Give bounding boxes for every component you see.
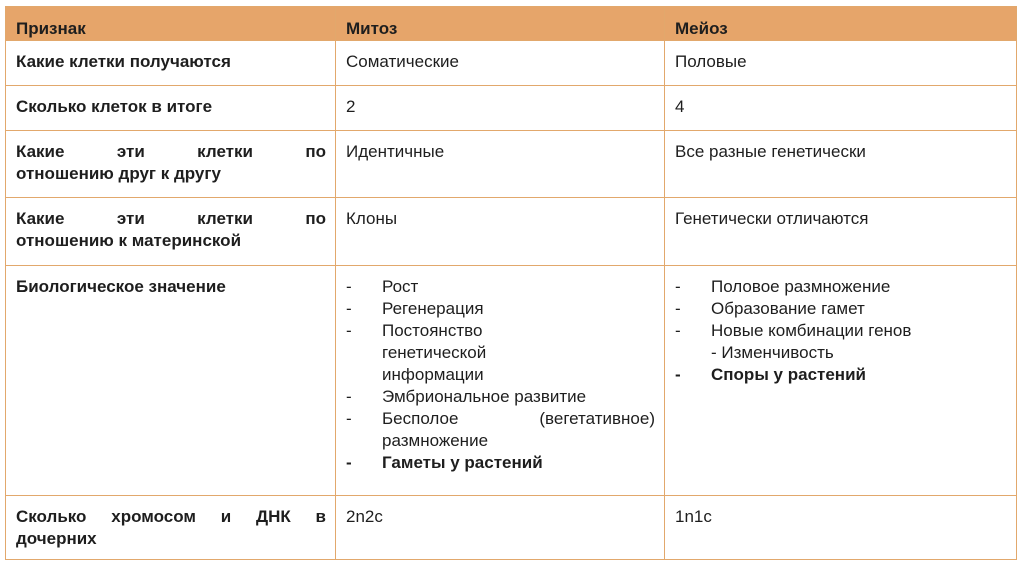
list-item: - Новые комбинации генов [675, 321, 912, 340]
list-item: - Половое размножение [675, 277, 891, 296]
list-item: - Регенерация [346, 299, 484, 318]
list-item: - Изменчивость [711, 343, 834, 362]
table-row [6, 266, 1017, 496]
mitosis-significance-list [346, 276, 655, 474]
meiosis-cell: Генетически отличаются [665, 198, 1017, 266]
list-item: - Гаметы у растений [346, 453, 543, 472]
meiosis-cell [665, 266, 1017, 496]
dash-mark: - [675, 299, 681, 318]
dash-mark: - [346, 409, 352, 428]
mitosis-cell [336, 266, 665, 496]
table-header-row [6, 7, 1017, 41]
sign-line: Сколько хромосом и ДНК в [16, 507, 326, 526]
table-row [6, 131, 1017, 198]
header-sign: Признак [6, 7, 336, 41]
list-item: - Эмбриональное развитие [346, 387, 587, 406]
table-row [6, 496, 1017, 560]
dash-mark: - [346, 277, 352, 296]
sign-cell [6, 496, 336, 560]
dash-mark: - [675, 321, 681, 340]
dash-mark: - [675, 365, 681, 384]
dash-mark: - [346, 321, 352, 340]
sign-line: Какие эти клетки по [16, 209, 326, 228]
mitosis-cell: 2 [336, 86, 665, 131]
sign-cell: Какие клетки получаются [6, 41, 336, 86]
mitosis-cell: Идентичные [336, 131, 665, 198]
meiosis-significance-list [675, 276, 1007, 386]
list-item: - Рост [346, 277, 419, 296]
sign-cell [6, 198, 336, 266]
table-row [6, 86, 1017, 131]
sign-line: отношению к материнской [16, 231, 242, 250]
dash-mark: - [346, 387, 352, 406]
sign-cell [6, 131, 336, 198]
meiosis-cell: 4 [665, 86, 1017, 131]
list-item: - Постоянство генетической информации [346, 321, 487, 384]
meiosis-cell: Половые [665, 41, 1017, 86]
dash-mark: - [346, 299, 352, 318]
mitosis-cell: Клоны [336, 198, 665, 266]
header-meiosis: Мейоз [665, 7, 1017, 41]
sign-cell: Биологическое значение [6, 266, 336, 496]
sign-line: дочерних [16, 529, 97, 548]
dash-mark: - [675, 277, 681, 296]
header-mitosis: Митоз [336, 7, 665, 41]
mitosis-cell: 2n2c [336, 496, 665, 560]
list-item: - Образование гамет [675, 299, 865, 318]
sign-cell: Сколько клеток в итоге [6, 86, 336, 131]
mitosis-cell: Соматические [336, 41, 665, 86]
meiosis-cell: Все разные генетически [665, 131, 1017, 198]
list-item: - Споры у растений [675, 365, 866, 384]
meiosis-cell: 1n1c [665, 496, 1017, 560]
sign-line: Какие эти клетки по [16, 142, 326, 161]
dash-mark: - [346, 453, 352, 472]
list-item: - Бесполое (вегетативное) размножение [346, 409, 655, 450]
sign-line: отношению друг к другу [16, 164, 221, 183]
comparison-table [5, 6, 1017, 560]
table-row [6, 41, 1017, 86]
table-row [6, 198, 1017, 266]
